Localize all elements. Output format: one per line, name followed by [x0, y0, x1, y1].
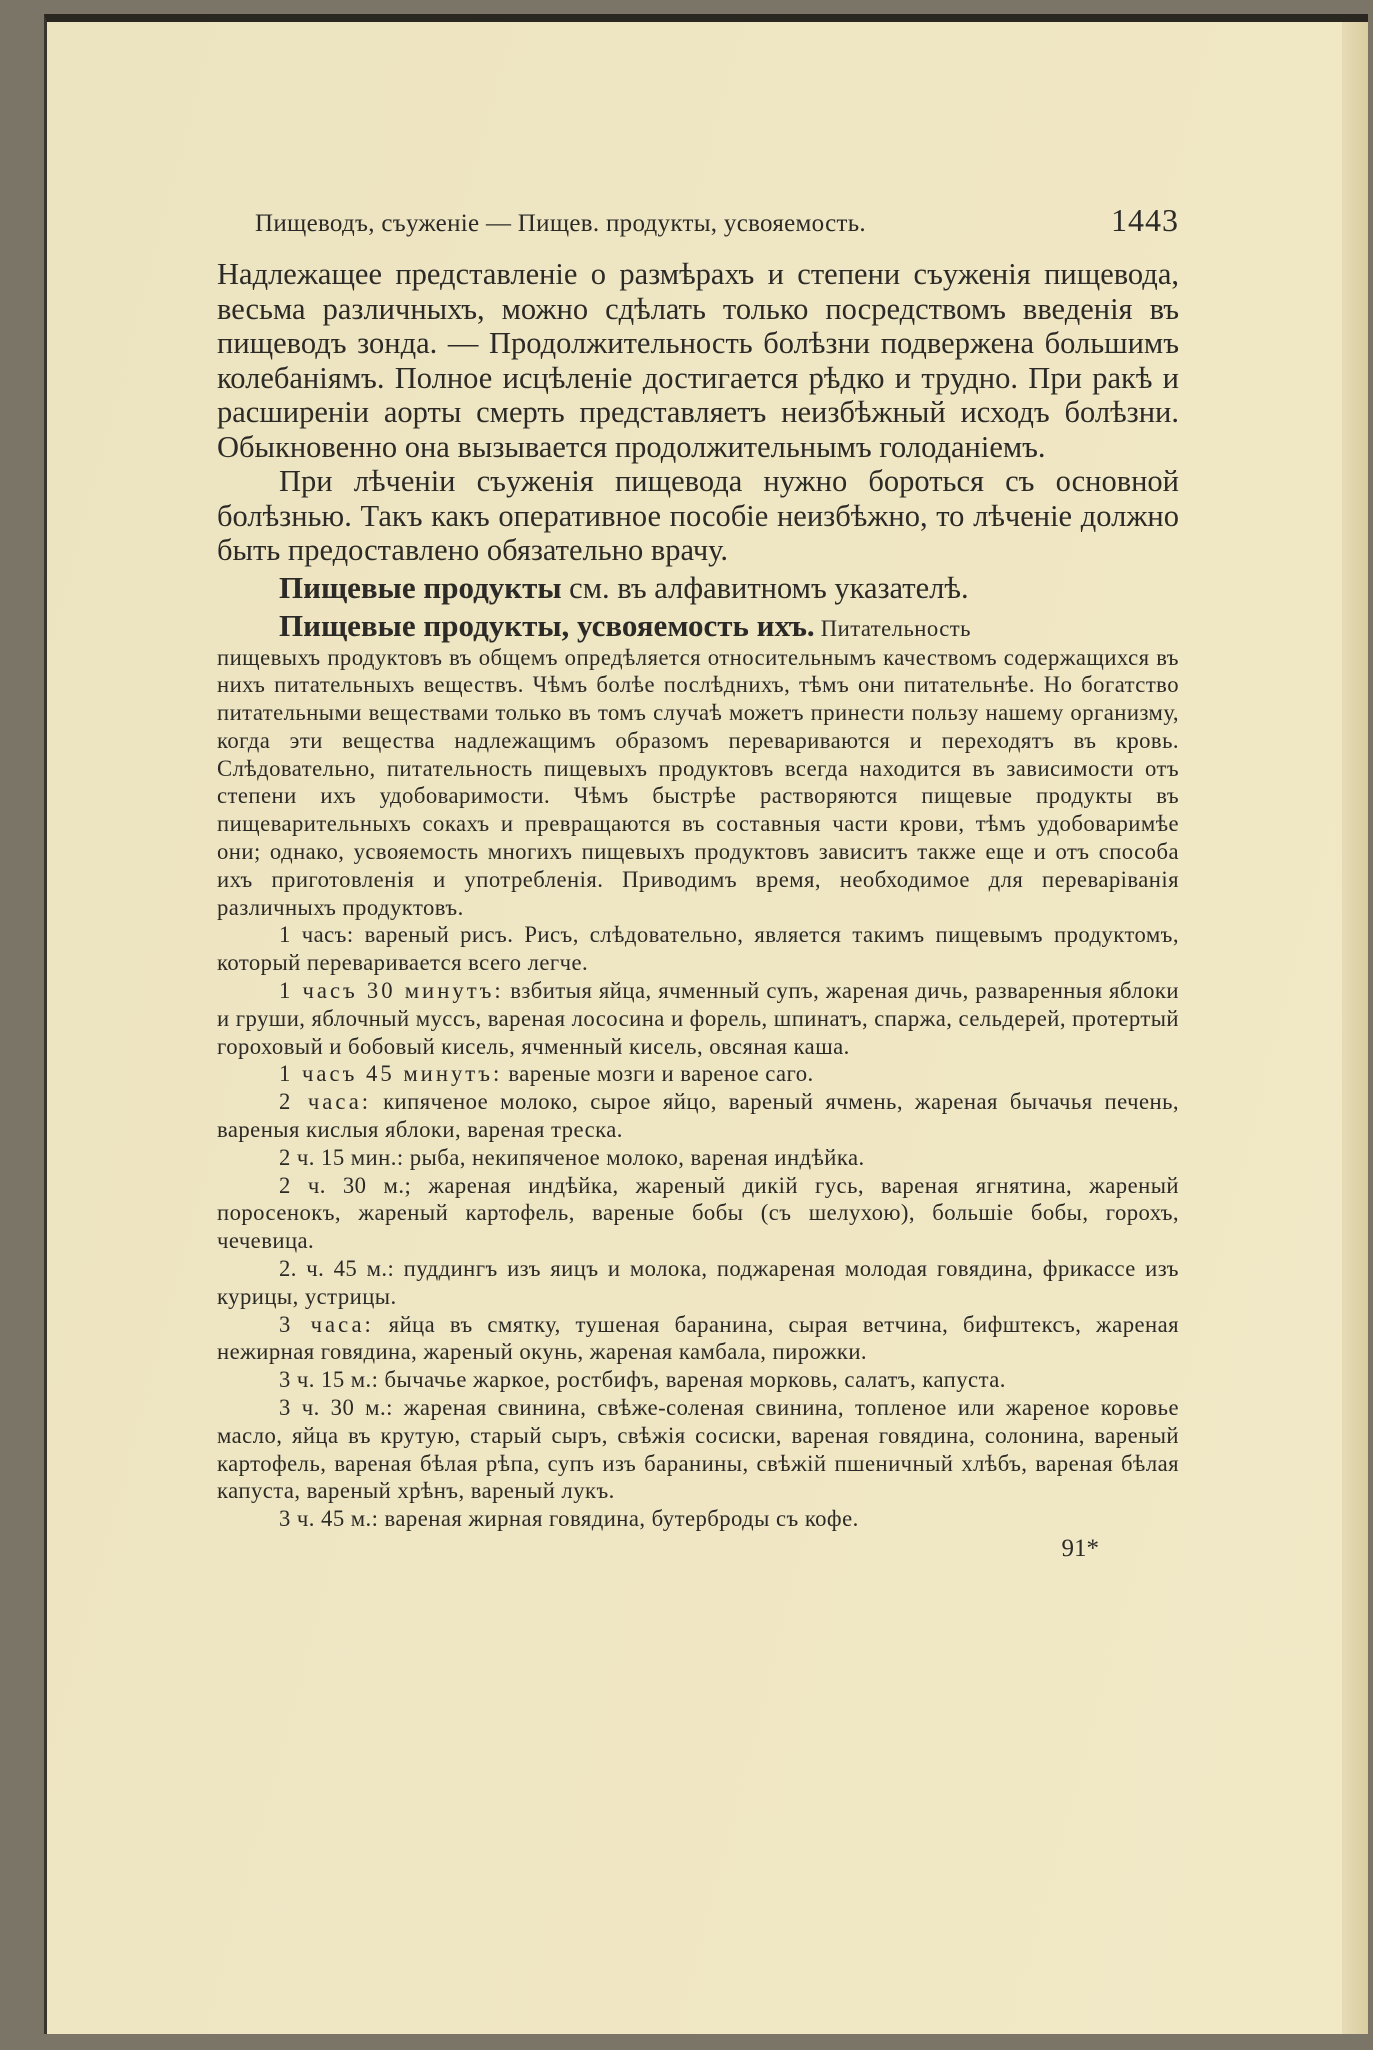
- digestion-time-foods: взбитыя яйца, ячменный супъ, жареная дичь, разваренныя яблоки и груши, яблочный муссъ, вареная лососина и форель, шпинатъ, спаржа, сельдерей, протертый гороховый и бобовый кисель, ячменный кисель, овсяная каша.: [217, 978, 1179, 1059]
- digestion-time-label: 3 ч. 30 м.:: [279, 1395, 393, 1421]
- digestion-time-foods: вареные мозги и вареное саго.: [502, 1061, 814, 1087]
- digestion-time-label: 1 часъ 30 минутъ:: [279, 978, 504, 1004]
- digestion-time-entry: [217, 1311, 1179, 1367]
- digestion-time-entry: [217, 1366, 1179, 1394]
- page-number: 1443: [1111, 202, 1179, 238]
- digestion-time-label: 2. ч. 45 м.:: [279, 1256, 395, 1282]
- digestion-time-entry: [217, 1172, 1179, 1255]
- digestion-time-entry: [217, 1255, 1179, 1311]
- digestion-time-label: 3 ч. 45 м.:: [279, 1506, 379, 1532]
- intro-paragraph-1: Надлежащее представленіе о размѣрахъ и степени съуженія пищевода, весьма различныхъ, можно сдѣлать только посредствомъ введенія въ пищеводъ зонда. — Продолжительность болѣзни подвержена большимъ колебаніямъ. Полное исцѣленіе достигается рѣдко и трудно. При ракѣ и расширеніи аорты смерть представляетъ неизбѣжный исходъ болѣзни. Обыкновенно она вызывается продолжительнымъ голоданіемъ.: [217, 257, 1179, 464]
- digestion-time-entry: [217, 1144, 1179, 1172]
- digestion-time-entry: [217, 921, 1179, 977]
- digestion-time-entry: [217, 1505, 1179, 1533]
- digestion-time-foods: вареная жирная говядина, бутерброды съ кофе.: [378, 1506, 859, 1532]
- digestibility-body: пищевыхъ продуктовъ въ общемъ опредѣляется относительнымъ качествомъ содержащихся въ нихъ питательныхъ веществъ. Чѣмъ болѣе послѣднихъ, тѣмъ они питательнѣе. Но богатство питательными веществами только въ томъ случаѣ можетъ принести пользу нашему организму, когда эти вещества надлежащимъ образомъ перевариваются и переходятъ въ кровь. Слѣдовательно, питательность пищевыхъ продуктовъ всегда находится въ зависимости отъ степени ихъ удобоваримости. Чѣмъ быстрѣе растворяются пищевые продукты въ пищеварительныхъ сокахъ и превращаются въ составныя части крови, тѣмъ удобоваримѣе они; однако, усвояемость многихъ пищевыхъ продуктовъ зависитъ также еще и отъ способа ихъ приготовленія и употребленія. Приводимъ время, необходимое для переваріванія различныхъ продуктовъ.: [217, 644, 1179, 920]
- digestion-time-label: 1 часъ 45 минутъ:: [279, 1061, 503, 1087]
- digestion-time-entry: [217, 977, 1179, 1060]
- digestion-time-label: 3 часа:: [279, 1311, 374, 1337]
- digestion-time-foods: бычачье жаркое, ростбифъ, вареная морковь, салатъ, капуста.: [378, 1367, 1006, 1393]
- digestion-time-foods: пуддингъ изъ яицъ и молока, поджареная молодая говядина, фрикассе изъ курицы, устрицы.: [217, 1256, 1179, 1309]
- digestion-time-foods: яйца въ смятку, тушеная баранина, сырая ветчина, бифштексъ, жареная нежирная говядина, жареный окунь, жареная камбала, пирожки.: [217, 1311, 1180, 1365]
- digestion-time-label: 2 часа:: [279, 1089, 372, 1115]
- digestion-time-entry: [217, 1088, 1179, 1144]
- text-column: [217, 202, 1179, 1563]
- entry-heading: Пищевые продукты, усвояемость ихъ.: [279, 607, 815, 643]
- page-edge: [1342, 22, 1368, 2034]
- running-title: Пищеводъ, съуженіе — Пищев. продукты, усвояемость.: [255, 210, 866, 237]
- digestion-time-foods: вареный рисъ. Рисъ, слѣдовательно, является такимъ пищевымъ продуктомъ, который переваривается всего легче.: [217, 922, 1179, 976]
- digestion-time-foods: жареная свинина, свѣже-соленая свинина, топленое или жареное коровье масло, яйца въ крутую, старый сыръ, свѣжія сосиски, вареная говядина, солонина, вареный картофель, вареная бѣлая рѣпа, супъ изъ баранины, свѣжій пшеничный хлѣбъ, вареная бѣлая капуста, вареный хрѣнъ, вареный лукъ.: [217, 1395, 1179, 1504]
- entry-digestibility-heading: [217, 608, 1179, 644]
- digestion-time-label: 3 ч. 15 м.:: [279, 1367, 379, 1393]
- intro-paragraph-2: При лѣченіи съуженія пищевода нужно бороться съ основной болѣзнью. Такъ какъ оперативное пособіе неизбѣжно, то лѣченіе должно быть предоставлено обязательно врачу.: [217, 464, 1179, 567]
- digestibility-section: [217, 644, 1179, 1534]
- intro-section: [217, 257, 1179, 568]
- entry-heading: Пищевые продукты: [279, 569, 562, 605]
- digestion-time-foods: рыба, некипяченое молоко, вареная индѣйка.: [403, 1144, 865, 1170]
- book-page: [44, 14, 1368, 2034]
- signature-mark: 91*: [1061, 1535, 1099, 1562]
- digestion-time-foods: жареная индѣйка, жареный дикій гусь, вареная ягнятина, жареный поросенокъ, жареный картофель, вареные бобы (съ шелухою), большіе бобы, горохъ, чечевица.: [217, 1172, 1179, 1254]
- digestion-times-list: [217, 921, 1179, 1533]
- entry-cross-reference: см. въ алфавитномъ указателѣ.: [561, 570, 969, 605]
- running-head: [255, 202, 1179, 239]
- digestion-time-label: 2 ч. 15 мин.:: [279, 1144, 404, 1170]
- entry-food-products: [217, 570, 1179, 606]
- digestion-time-label: 1 часъ:: [279, 922, 354, 948]
- digestion-time-entry: [217, 1060, 1179, 1088]
- digestion-time-foods: кипяченое молоко, сырое яйцо, вареный ячмень, жареная бычачья печень, вареныя кислыя яблоки, вареная треска.: [217, 1089, 1179, 1143]
- entry-first-words: Питательность: [814, 615, 971, 641]
- digestion-time-entry: [217, 1394, 1179, 1505]
- digestion-time-label: 2 ч. 30 м.;: [279, 1172, 412, 1198]
